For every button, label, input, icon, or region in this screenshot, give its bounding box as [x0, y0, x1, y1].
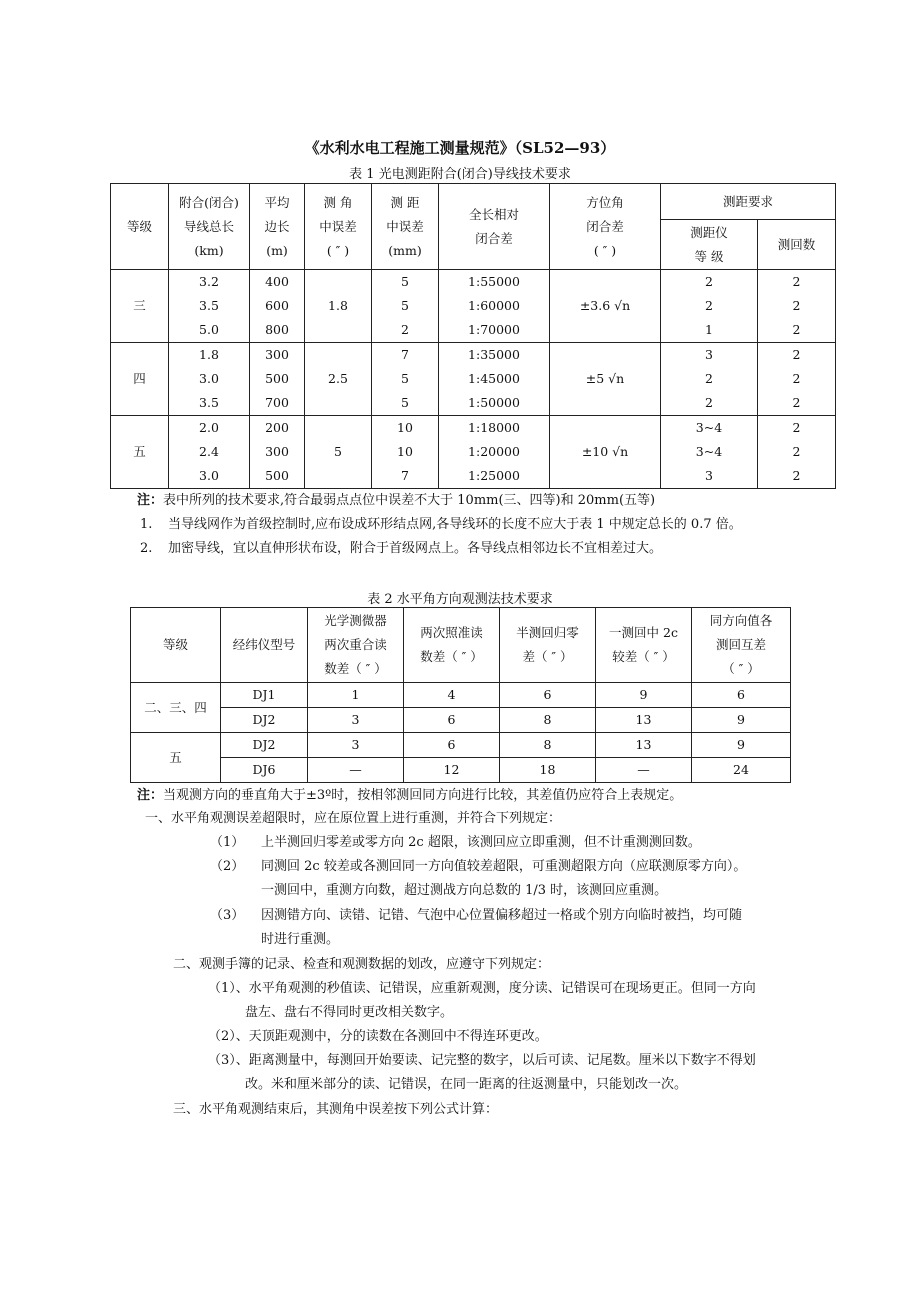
section1-item-text: 因测错方向、读错、记错、气泡中心位置偏移超过一格或个别方向临时被挡，均可随: [261, 908, 743, 923]
section2-item-text: （3）、距离测量中，每测回开始要读、记完整的数字，以后可读、记尾数。厘米以下数字不得划: [208, 1053, 756, 1068]
t1-header-total-length: 附合(闭合) 导线总长 (km): [169, 184, 250, 270]
t1-header-instrument-grade: 测距仪 等 级: [661, 220, 758, 270]
t1-rel-closures-cell: 1:55000 1:60000 1:70000: [439, 270, 550, 343]
t2-model-cell: DJ1: [221, 683, 308, 708]
t1-rounds-cell: 2 2 2: [758, 270, 836, 343]
section1-heading: 一、水平角观测误差超限时，应在原位置上进行重测，并符合下列规定：: [145, 811, 562, 826]
table1-caption: 表 1 光电测距附合(闭合)导线技术要求: [349, 167, 571, 182]
table2: [130, 607, 791, 783]
table1-note-text: 表中所列的技术要求,符合最弱点点位中误差不大于 10mm(三、四等)和 20mm(五等): [163, 493, 656, 508]
t1-rel-closures-cell: 1:35000 1:45000 1:50000: [439, 343, 550, 416]
section1-item-number: （1）: [210, 835, 245, 850]
section2-item-text: （2）、天顶距观测中，分的读数在各测回中不得连环更改。: [208, 1029, 548, 1044]
t2-header-micrometer: 光学测微器 两次重合读 数差（ ″ ）: [308, 608, 404, 683]
t1-azimuth-cell: ±10 √n: [550, 416, 661, 489]
t2-half-round-cell: 8: [500, 733, 596, 758]
t1-range-errors-cell: 7 5 5: [372, 343, 439, 416]
t1-header-grade: 等级: [111, 184, 169, 270]
section1-item-text: 时进行重测。: [261, 932, 340, 947]
t2-header-sighting: 两次照准读 数差（ ″ ）: [404, 608, 500, 683]
t1-header-range-error: 测 距 中误差 (mm): [372, 184, 439, 270]
section2-item-text: 改。米和厘米部分的读、记错误，在同一距离的往返测量中，只能划改一次。: [245, 1077, 688, 1092]
t2-two-c-cell: 9: [596, 683, 692, 708]
t1-sides-cell: 300 500 700: [250, 343, 305, 416]
t1-header-avg-side: 平均 边长 (m): [250, 184, 305, 270]
t1-range-errors-cell: 10 10 7: [372, 416, 439, 489]
t1-lengths-cell: 1.8 3.0 3.5: [169, 343, 250, 416]
t1-header-azimuth-closure: 方位角 闭合差 ( ″ ): [550, 184, 661, 270]
table1-note-item-text: 加密导线，宜以直伸形状布设，附合于首级网点上。各导线点相邻边长不宜相差过大。: [168, 541, 663, 556]
section1-item-number: （2）: [210, 859, 245, 874]
t1-instrument-cell: 3 2 2: [661, 343, 758, 416]
t2-sighting-cell: 6: [404, 733, 500, 758]
section3-heading: 三、水平角观测结束后，其测角中误差按下列公式计算：: [173, 1102, 499, 1117]
t2-two-c-cell: —: [596, 758, 692, 783]
t1-grade-cell: 五: [111, 416, 169, 489]
t2-micrometer-cell: 3: [308, 733, 404, 758]
t1-lengths-cell: 3.2 3.5 5.0: [169, 270, 250, 343]
item-number: 2.: [140, 541, 153, 556]
t2-micrometer-cell: 1: [308, 683, 404, 708]
t2-header-half-round: 半测回归零 差（ ″ ）: [500, 608, 596, 683]
t1-angle-error-cell: 2.5: [305, 343, 372, 416]
t1-header-rel-closure: 全长相对 闭合差: [439, 184, 550, 270]
t1-rel-closures-cell: 1:18000 1:20000 1:25000: [439, 416, 550, 489]
table1: [110, 183, 836, 489]
t2-half-round-cell: 18: [500, 758, 596, 783]
document-title: 《水利水电工程施工测量规范》（SL52—93）: [304, 139, 616, 157]
t2-header-model: 经纬仪型号: [221, 608, 308, 683]
section1-item-number: （3）: [210, 908, 245, 923]
t1-sides-cell: 400 600 800: [250, 270, 305, 343]
t2-two-c-cell: 13: [596, 733, 692, 758]
t2-same-dir-cell: 9: [692, 733, 791, 758]
table2-caption: 表 2 水平角方向观测法技术要求: [367, 592, 553, 607]
t1-grade-cell: 四: [111, 343, 169, 416]
table1-note-item-text: 当导线网作为首级控制时,应布设成环形结点网,各导线环的长度不应大于表 1 中规定总长的 0.7 倍。: [168, 517, 742, 532]
table1-note-label: 注：: [137, 493, 164, 508]
section2-item-text: 盘左、盘右不得同时更改相关数字。: [245, 1005, 454, 1020]
t2-model-cell: DJ6: [221, 758, 308, 783]
t1-sides-cell: 200 300 500: [250, 416, 305, 489]
t2-two-c-cell: 13: [596, 708, 692, 733]
t2-model-cell: DJ2: [221, 708, 308, 733]
t2-micrometer-cell: —: [308, 758, 404, 783]
section2-item-text: （1）、水平角观测的秒值读、记错误，应重新观测，度分读、记错误可在现场更正。但同一方向: [208, 981, 756, 996]
t1-angle-error-cell: 5: [305, 416, 372, 489]
t2-header-same-dir: 同方向值各 测回互差 （ ″ ）: [692, 608, 791, 683]
item-number: 1.: [140, 517, 153, 532]
table2-note-text: 当观测方向的垂直角大于±3º时，按相邻测回同方向进行比较，其差值仍应符合上表规定。: [163, 788, 683, 803]
t2-same-dir-cell: 24: [692, 758, 791, 783]
t2-model-cell: DJ2: [221, 733, 308, 758]
t2-half-round-cell: 6: [500, 683, 596, 708]
t1-header-angle-error: 测 角 中误差 ( ″ ): [305, 184, 372, 270]
t2-same-dir-cell: 9: [692, 708, 791, 733]
t1-angle-error-cell: 1.8: [305, 270, 372, 343]
t1-grade-cell: 三: [111, 270, 169, 343]
t2-half-round-cell: 8: [500, 708, 596, 733]
t2-header-grade: 等级: [131, 608, 221, 683]
t2-grade-cell: 五: [131, 733, 221, 783]
t2-header-two-c: 一测回中 2c 较差（ ″ ）: [596, 608, 692, 683]
section1-item-text: 一测回中，重测方向数，超过测战方向总数的 1/3 时，该测回应重测。: [261, 883, 668, 898]
section1-item-text: 同测回 2c 较差或各测回同一方向值较差超限，可重测超限方向（应联测原零方向）。: [261, 859, 747, 874]
section1-item-text: 上半测回归零差或零方向 2c 超限，该测回应立即重测，但不计重测测回数。: [261, 835, 701, 850]
table1-note: [137, 490, 655, 512]
t2-micrometer-cell: 3: [308, 708, 404, 733]
table1-note-item: [140, 538, 152, 560]
section2-heading: 二、观测手簿的记录、检查和观测数据的划改，应遵守下列规定：: [173, 957, 551, 972]
t2-grade-cell: 二、三、四: [131, 683, 221, 733]
t1-lengths-cell: 2.0 2.4 3.0: [169, 416, 250, 489]
t1-header-ranging-req: 测距要求: [661, 184, 836, 220]
table2-note-label: 注：: [137, 788, 164, 803]
t1-rounds-cell: 2 2 2: [758, 343, 836, 416]
t2-sighting-cell: 12: [404, 758, 500, 783]
t1-azimuth-cell: ±5 √n: [550, 343, 661, 416]
t1-rounds-cell: 2 2 2: [758, 416, 836, 489]
t1-instrument-cell: 2 2 1: [661, 270, 758, 343]
t2-sighting-cell: 4: [404, 683, 500, 708]
t1-azimuth-cell: ±3.6 √n: [550, 270, 661, 343]
t1-instrument-cell: 3~4 3~4 3: [661, 416, 758, 489]
t2-sighting-cell: 6: [404, 708, 500, 733]
t2-same-dir-cell: 6: [692, 683, 791, 708]
t1-header-rounds: 测回数: [758, 220, 836, 270]
table2-note: [137, 785, 682, 807]
table1-note-item: [140, 514, 152, 536]
t1-range-errors-cell: 5 5 2: [372, 270, 439, 343]
